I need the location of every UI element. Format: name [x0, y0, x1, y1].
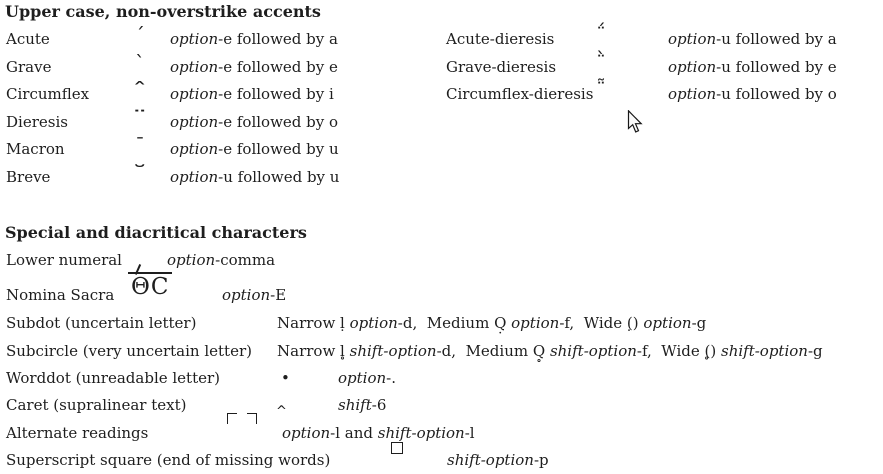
circumflex-accent-icon: ˆ — [132, 79, 148, 101]
grave-dieresis-accent-icon: ῭ — [596, 52, 606, 74]
key-combination: option-. — [338, 369, 396, 387]
row-label: Superscript square (end of missing words) — [6, 451, 331, 469]
row-grave-dieresis — [0, 52, 883, 79]
row-breve — [0, 162, 883, 189]
row-label: Alternate readings — [6, 424, 149, 442]
row-subcircle — [0, 341, 883, 363]
row-label: Grave — [6, 58, 52, 76]
section-title-special: Special and diacritical characters — [5, 223, 307, 242]
key-combination: option-u followed by u — [170, 168, 340, 186]
section-title-accents: Upper case, non-overstrike accents — [5, 2, 321, 21]
key-combination: option-comma — [167, 251, 276, 269]
row-label: Worddot (unreadable letter) — [6, 369, 221, 387]
circumflex-dieresis-accent-icon: ῁ — [596, 79, 606, 101]
key-combination: option-e followed by i — [170, 85, 334, 103]
row-label: Nomina Sacra — [6, 286, 115, 304]
row-macron — [0, 134, 883, 161]
key-combination: Narrow l̥ shift-option-d, Medium Q̥ shift-option-f, Wide (̥) shift-option-g — [277, 342, 823, 360]
row-label: Subdot (uncertain letter) — [6, 314, 197, 332]
row-label: Caret (supralinear text) — [6, 396, 187, 414]
key-combination: option-E — [222, 286, 287, 304]
key-combination: option-u followed by e — [668, 58, 837, 76]
key-combination: option-e followed by e — [170, 58, 338, 76]
row-label: Macron — [6, 140, 65, 158]
right-half-bracket-icon — [247, 413, 257, 424]
row-label: Acute-dieresis — [446, 30, 555, 48]
left-half-bracket-icon — [227, 413, 237, 424]
row-label: Grave-dieresis — [446, 58, 557, 76]
key-combination: option-e followed by o — [170, 113, 339, 131]
key-combination: option-e followed by a — [170, 30, 338, 48]
key-combination: shift-option-p — [447, 451, 549, 469]
key-combination: shift-6 — [338, 396, 387, 414]
row-lower-numeral — [0, 250, 883, 272]
row-alternate-readings — [0, 423, 883, 445]
row-nomina-sacra — [0, 274, 883, 307]
dieresis-accent-icon: ¨ — [132, 107, 148, 129]
key-combination: option-u followed by o — [668, 85, 837, 103]
row-label: Lower numeral — [6, 251, 122, 269]
row-caret — [0, 395, 883, 417]
word-dot-icon: • — [281, 369, 290, 387]
row-superscript-square — [0, 450, 883, 472]
row-dieresis — [0, 107, 883, 134]
row-label: Breve — [6, 168, 51, 186]
key-combination: option-l and shift-option-l — [282, 424, 475, 442]
row-worddot — [0, 368, 883, 390]
row-label: Subcircle (very uncertain letter) — [6, 342, 252, 360]
breve-accent-icon: ˘ — [132, 162, 148, 184]
row-label: Acute — [6, 30, 50, 48]
caret-icon: ^ — [276, 404, 287, 419]
row-subdot — [0, 313, 883, 335]
key-combination: option-u followed by a — [668, 30, 837, 48]
open-square-icon — [391, 442, 403, 454]
row-label: Dieresis — [6, 113, 68, 131]
row-label: Circumflex-dieresis — [446, 85, 594, 103]
row-circumflex-dieresis — [0, 79, 883, 106]
acute-accent-icon: ´ — [135, 24, 145, 46]
grave-accent-icon: ` — [135, 52, 145, 74]
acute-dieresis-accent-icon: ΅ — [596, 24, 606, 46]
arrow-pointer-icon — [627, 110, 646, 135]
key-combination: option-e followed by u — [170, 140, 339, 158]
macron-accent-icon: ¯ — [135, 134, 145, 156]
key-combination: Narrow ḷ option-d, Medium Q̣ option-f, Wide (̣) option-g — [277, 314, 707, 332]
row-label: Circumflex — [6, 85, 90, 103]
nomina-sacra-glyph-icon: ΘC — [128, 272, 172, 301]
row-acute-dieresis — [0, 24, 883, 51]
